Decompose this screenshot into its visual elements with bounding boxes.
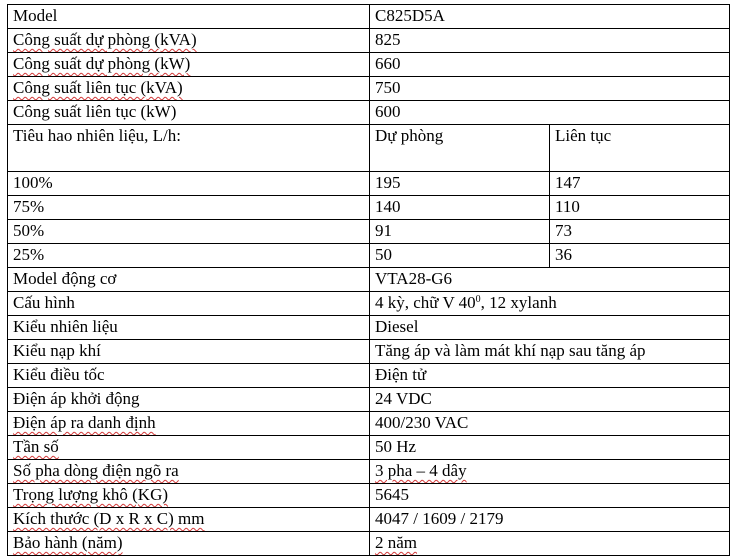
- spec-label: [8, 508, 370, 532]
- spec-row-aspiration: [8, 340, 730, 364]
- spec-label-text: Công suất dự phòng (kW): [13, 54, 191, 73]
- spec-value: 400/230 VAC: [370, 412, 730, 436]
- spec-label-text: Công suất dự phòng (kVA): [13, 30, 197, 49]
- spec-row-starting-voltage: [8, 388, 730, 412]
- spec-label: Model động cơ: [8, 268, 370, 292]
- fuel-load: 75%: [8, 196, 370, 220]
- spec-value: Diesel: [370, 316, 730, 340]
- fuel-header-standby: Dự phòng: [370, 125, 550, 172]
- spec-value: 600: [370, 101, 730, 125]
- spec-label: Cấu hình: [8, 292, 370, 316]
- fuel-prime: 73: [550, 220, 730, 244]
- spec-value-text: 2 năm: [375, 533, 418, 552]
- spec-label: Kiểu điều tốc: [8, 364, 370, 388]
- fuel-prime: 147: [550, 172, 730, 196]
- fuel-header-label: Tiêu hao nhiên liệu, L/h:: [8, 125, 370, 172]
- spec-label-text: Công suất liên tục (kVA): [13, 78, 183, 97]
- spec-label: Điện áp khởi động: [8, 388, 370, 412]
- fuel-row: [8, 196, 730, 220]
- spec-label-text: Tần số: [13, 437, 59, 456]
- spec-row-model: [8, 5, 730, 29]
- spec-value: 4047 / 1609 / 2179: [370, 508, 730, 532]
- fuel-standby: 195: [370, 172, 550, 196]
- spec-value-text: 3 pha – 4 dây: [375, 461, 467, 480]
- fuel-load: 50%: [8, 220, 370, 244]
- spec-value: [370, 292, 730, 316]
- spec-row-standby-kva: [8, 29, 730, 53]
- spec-value: VTA28-G6: [370, 268, 730, 292]
- spec-value: Tăng áp và làm mát khí nạp sau tăng áp: [370, 340, 730, 364]
- spec-label: Công suất liên tục (kW): [8, 101, 370, 125]
- spec-value: 660: [370, 53, 730, 77]
- fuel-row: [8, 220, 730, 244]
- spec-label: [8, 460, 370, 484]
- fuel-header-row: [8, 125, 730, 172]
- spec-label: [8, 484, 370, 508]
- spec-label: [8, 532, 370, 556]
- fuel-prime: 110: [550, 196, 730, 220]
- config-degree: 0: [475, 294, 481, 305]
- spec-label: Kiểu nạp khí: [8, 340, 370, 364]
- spec-value: 5645: [370, 484, 730, 508]
- spec-row-prime-kva: [8, 77, 730, 101]
- spec-value: C825D5A: [370, 5, 730, 29]
- fuel-row: [8, 172, 730, 196]
- spec-row-phases: [8, 460, 730, 484]
- spec-label-text: Bảo hành (năm): [13, 533, 123, 552]
- spec-label-text: Kích thước (D x R x C) mm: [13, 509, 205, 528]
- spec-row-dimensions: [8, 508, 730, 532]
- fuel-load: 100%: [8, 172, 370, 196]
- fuel-standby: 140: [370, 196, 550, 220]
- spec-row-dry-weight: [8, 484, 730, 508]
- spec-label: [8, 436, 370, 460]
- spec-value: 24 VDC: [370, 388, 730, 412]
- spec-label: Kiểu nhiên liệu: [8, 316, 370, 340]
- fuel-row: [8, 244, 730, 268]
- spec-row-fuel-type: [8, 316, 730, 340]
- spec-value: 750: [370, 77, 730, 101]
- spec-label-text: Trọng lượng khô (KG): [13, 485, 169, 504]
- spec-row-rated-voltage: [8, 412, 730, 436]
- spec-label-text: Số pha dòng điện ngõ ra: [13, 461, 179, 480]
- spec-row-engine-model: [8, 268, 730, 292]
- spec-label: [8, 29, 370, 53]
- fuel-load: 25%: [8, 244, 370, 268]
- spec-value: 825: [370, 29, 730, 53]
- config-prefix: 4 kỳ, chữ V 40: [375, 293, 476, 312]
- fuel-header-prime: Liên tục: [550, 125, 730, 172]
- spec-label: Model: [8, 5, 370, 29]
- fuel-standby: 91: [370, 220, 550, 244]
- generator-spec-table: [7, 4, 730, 556]
- spec-row-configuration: [8, 292, 730, 316]
- fuel-prime: 36: [550, 244, 730, 268]
- spec-row-frequency: [8, 436, 730, 460]
- spec-label: [8, 412, 370, 436]
- spec-row-standby-kw: [8, 53, 730, 77]
- spec-value: 50 Hz: [370, 436, 730, 460]
- spec-row-prime-kw: [8, 101, 730, 125]
- spec-value: Điện tử: [370, 364, 730, 388]
- fuel-standby: 50: [370, 244, 550, 268]
- config-suffix: , 12 xylanh: [480, 293, 557, 312]
- spec-value: [370, 460, 730, 484]
- spec-value: [370, 532, 730, 556]
- spec-row-governor: [8, 364, 730, 388]
- spec-label-text: Điện áp ra danh định: [13, 413, 156, 432]
- spec-row-warranty: [8, 532, 730, 556]
- spec-label: [8, 77, 370, 101]
- spec-label: [8, 53, 370, 77]
